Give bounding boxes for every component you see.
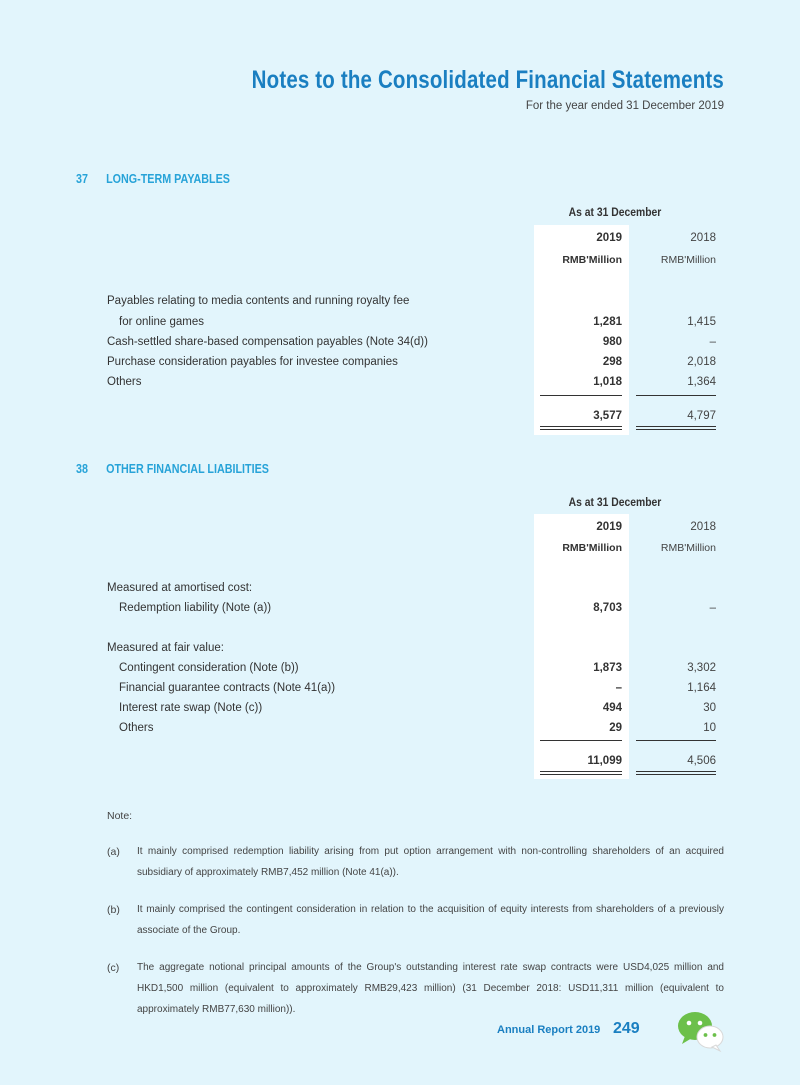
group-heading-amortised: Measured at amortised cost: <box>107 582 253 594</box>
subtotal-rule-2018 <box>636 740 716 741</box>
section-title: OTHER FINANCIAL LIABILITIES <box>106 462 269 476</box>
value-2019: 29 <box>609 722 622 734</box>
value-2018: 30 <box>703 702 716 714</box>
value-2019: 980 <box>602 336 622 348</box>
value-2018: 1,415 <box>687 316 716 328</box>
value-2019: 494 <box>602 702 622 714</box>
footer-report-title: Annual Report 2019 <box>497 1024 601 1036</box>
subtotal-rule-2018 <box>636 395 716 396</box>
wechat-logo-icon <box>676 1008 726 1059</box>
total-double-rule-2019 <box>540 771 622 775</box>
value-2019: 8,703 <box>593 602 622 614</box>
unit-2019: RMB'Million <box>562 542 622 554</box>
row-label: Interest rate swap (Note (c)) <box>119 702 263 714</box>
value-2019: – <box>615 682 622 694</box>
value-2018: 1,364 <box>687 376 716 388</box>
col-header-2018: 2018 <box>690 232 716 244</box>
col-header-2019: 2019 <box>596 232 622 244</box>
row-label: Others <box>107 376 142 388</box>
group-heading-fair-value: Measured at fair value: <box>107 642 224 654</box>
section-38-heading <box>76 462 269 476</box>
subtotal-rule-2019 <box>540 395 622 396</box>
unit-2018: RMB'Million <box>660 254 716 266</box>
page-number: 249 <box>613 1020 640 1037</box>
row-label: Payables relating to media contents and running royalty fee <box>107 295 410 307</box>
value-2019: 1,018 <box>593 376 622 388</box>
note-text: It mainly comprised redemption liability arising from put option arrangement with non-controlling shareholders of an acquired subsidiary of approximately RMB7,452 million (Note 41(a)). <box>137 846 724 878</box>
note-text: It mainly comprised the contingent consideration in relation to the acquisition of equity interests from shareholders of a previously associate of the Group. <box>137 904 724 936</box>
value-2018: 3,302 <box>687 662 716 674</box>
unit-2019: RMB'Million <box>562 254 622 266</box>
total-2019: 11,099 <box>587 755 622 767</box>
notes-label: Note: <box>107 810 133 822</box>
total-double-rule-2018 <box>636 426 716 430</box>
row-label: Others <box>119 722 154 734</box>
as-at-label: As at 31 December <box>568 497 662 509</box>
unit-2018: RMB'Million <box>660 542 716 554</box>
value-2019: 1,281 <box>593 316 622 328</box>
total-2019: 3,577 <box>593 410 622 422</box>
value-2018: – <box>709 336 716 348</box>
page-subtitle: For the year ended 31 December 2019 <box>525 100 724 112</box>
value-2018: 10 <box>703 722 716 734</box>
total-2018: 4,797 <box>687 410 716 422</box>
note-text: The aggregate notional principal amounts of the Group's outstanding interest rate swap contracts were USD4,025 million and HKD1,500 million (equivalent to approximately RMB29,423 million) (31 December 2018: USD11,311 million (equivalent to approximately RMB77,630 million)). <box>137 962 724 1015</box>
note-key: (a) <box>107 846 120 858</box>
row-label: Contingent consideration (Note (b)) <box>119 662 299 674</box>
col-header-2018: 2018 <box>690 521 716 533</box>
value-2018: 2,018 <box>687 356 716 368</box>
row-label: Purchase consideration payables for investee companies <box>107 356 398 368</box>
section-number: 38 <box>76 462 88 476</box>
value-2019: 298 <box>602 356 622 368</box>
section-title: LONG-TERM PAYABLES <box>106 172 230 186</box>
value-2018: 1,164 <box>687 682 716 694</box>
col-header-2019: 2019 <box>596 521 622 533</box>
subtotal-rule-2019 <box>540 740 622 741</box>
note-key: (c) <box>107 962 120 974</box>
section-37-heading <box>76 172 230 186</box>
section-number: 37 <box>76 172 88 186</box>
row-label: Cash-settled share-based compensation payables (Note 34(d)) <box>107 336 428 348</box>
row-label: Financial guarantee contracts (Note 41(a)) <box>119 682 336 694</box>
note-key: (b) <box>107 904 120 916</box>
row-label: for online games <box>119 316 205 328</box>
value-2019: 1,873 <box>593 662 622 674</box>
as-at-label: As at 31 December <box>568 207 662 219</box>
total-double-rule-2018 <box>636 771 716 775</box>
value-2018: – <box>709 602 716 614</box>
total-double-rule-2019 <box>540 426 622 430</box>
row-label: Redemption liability (Note (a)) <box>119 602 272 614</box>
page-title: Notes to the Consolidated Financial Statements <box>251 66 724 94</box>
total-2018: 4,506 <box>687 755 716 767</box>
